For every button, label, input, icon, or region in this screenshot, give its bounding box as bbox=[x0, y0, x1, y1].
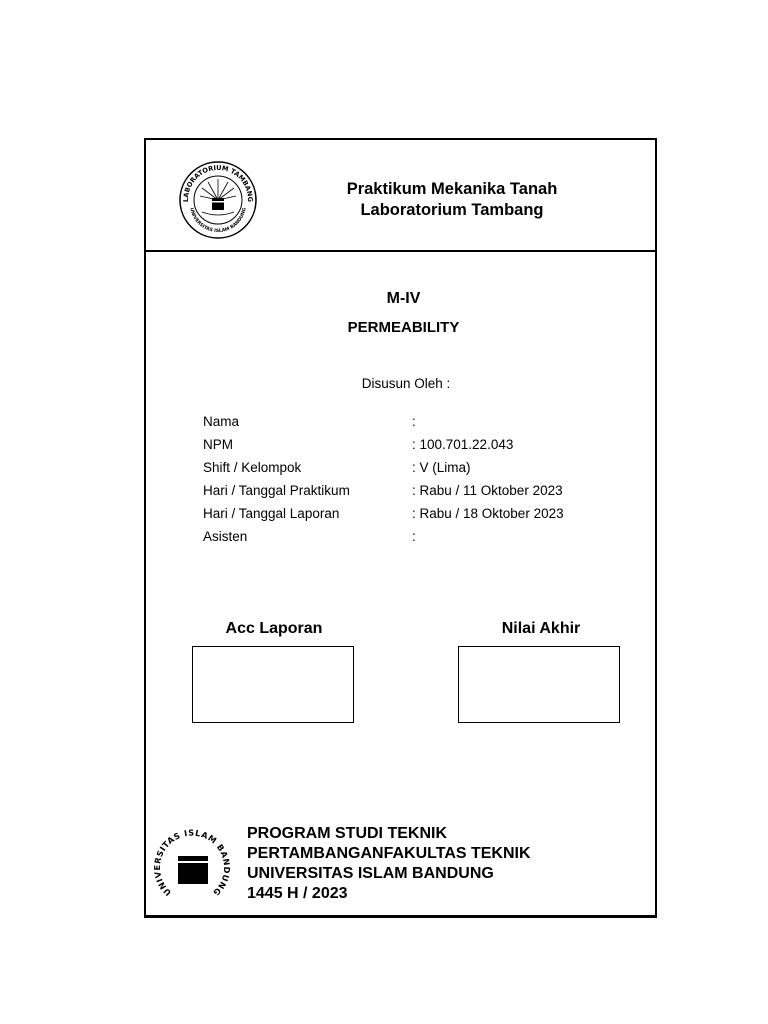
student-info-list bbox=[203, 414, 603, 552]
info-row-nama bbox=[203, 414, 603, 437]
report-title: PERMEABILITY bbox=[347, 319, 460, 336]
footer-line4: 1445 H / 2023 bbox=[247, 885, 348, 902]
footer-line1: PROGRAM STUDI TEKNIK bbox=[247, 825, 447, 842]
info-label: NPM bbox=[203, 437, 233, 452]
info-value: : bbox=[412, 414, 416, 429]
info-label: Asisten bbox=[203, 529, 248, 544]
footer-line3: UNIVERSITAS ISLAM BANDUNG bbox=[247, 865, 494, 882]
acc-report-label: Acc Laporan bbox=[225, 620, 323, 637]
header-title-line2: Laboratorium Tambang bbox=[360, 201, 544, 219]
cover-frame bbox=[144, 138, 657, 918]
info-value: : Rabu / 11 Oktober 2023 bbox=[412, 483, 563, 498]
prepared-by-label: Disusun Oleh : bbox=[361, 376, 451, 391]
footer-institution bbox=[247, 824, 531, 904]
svg-text:UNIVERSITAS ISLAM BANDUNG: UNIVERSITAS ISLAM BANDUNG bbox=[152, 827, 232, 899]
header-title bbox=[302, 179, 602, 221]
final-grade-label: Nilai Akhir bbox=[501, 620, 581, 637]
info-label: Shift / Kelompok bbox=[203, 460, 302, 475]
svg-text:UNIVERSITAS ISLAM BANDUNG: UNIVERSITAS ISLAM BANDUNG bbox=[188, 207, 248, 235]
info-row-npm bbox=[203, 437, 603, 460]
acc-report-box bbox=[192, 646, 354, 723]
header-divider bbox=[146, 250, 655, 252]
report-code: M-IV bbox=[386, 290, 421, 307]
info-label: Hari / Tanggal Praktikum bbox=[203, 483, 350, 498]
universitas-islam-bandung-logo bbox=[152, 826, 232, 906]
final-grade-box bbox=[458, 646, 620, 723]
info-row-report-date bbox=[203, 506, 603, 529]
footer-line2: PERTAMBANGANFAKULTAS TEKNIK bbox=[247, 845, 531, 862]
info-label: Nama bbox=[203, 414, 240, 429]
header-title-line1: Praktikum Mekanika Tanah bbox=[346, 180, 558, 198]
info-value: : 100.701.22.043 bbox=[412, 437, 514, 452]
laboratorium-tambang-logo bbox=[178, 160, 258, 240]
info-row-shift bbox=[203, 460, 603, 483]
info-row-practicum-date bbox=[203, 483, 603, 506]
info-value: : Rabu / 18 Oktober 2023 bbox=[412, 506, 564, 521]
info-row-asisten bbox=[203, 529, 603, 552]
svg-text:LABORATORIUM TAMBANG: LABORATORIUM TAMBANG bbox=[181, 163, 255, 203]
info-value: : bbox=[412, 529, 416, 544]
info-label: Hari / Tanggal Laporan bbox=[203, 506, 340, 521]
info-value: : V (Lima) bbox=[412, 460, 471, 475]
